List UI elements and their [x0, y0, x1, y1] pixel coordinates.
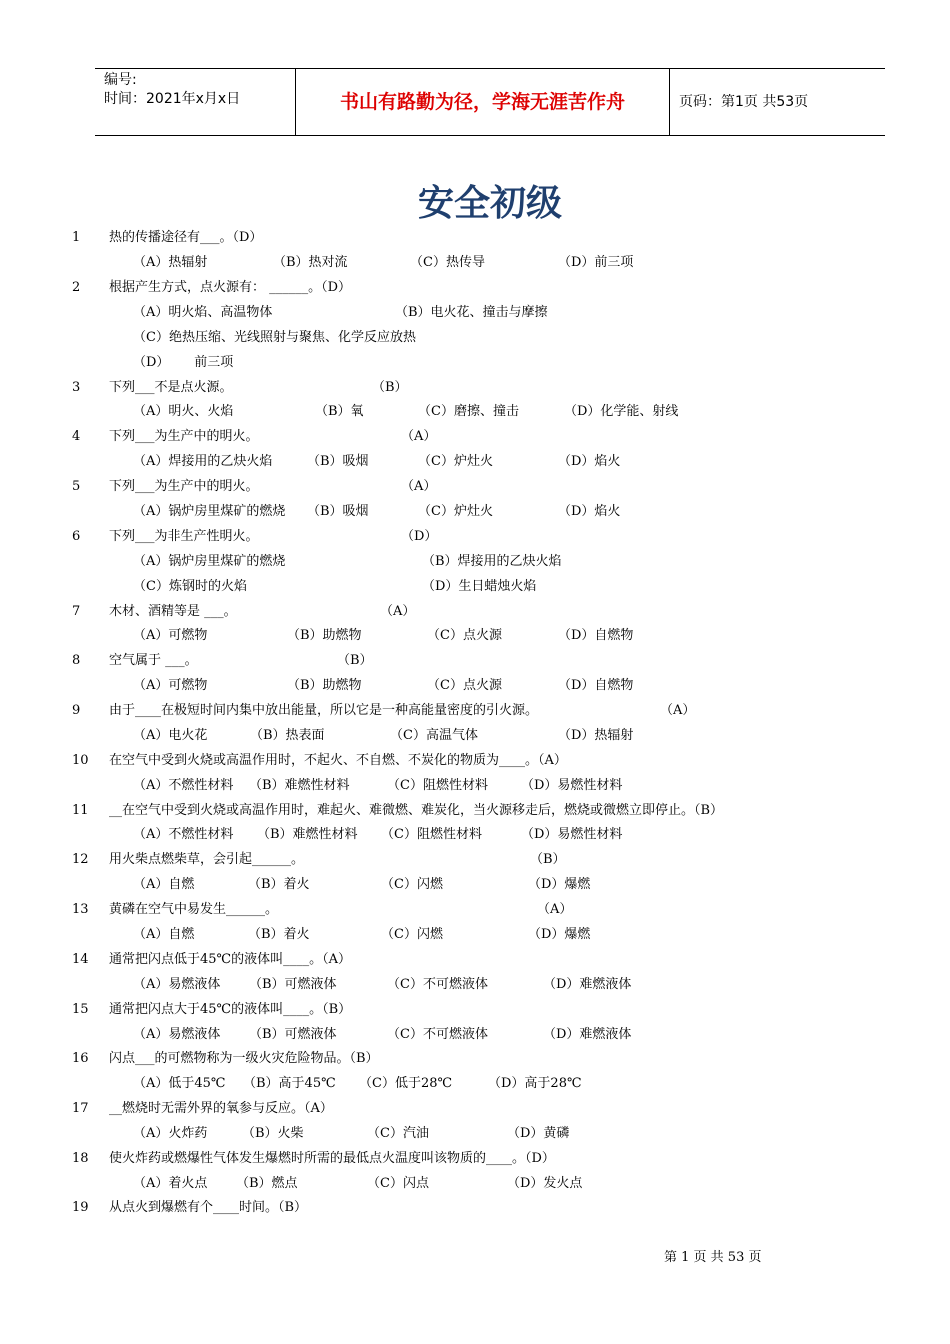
answer-option: （C）高温气体: [390, 728, 478, 743]
answer-option: （C）炉灶火: [418, 504, 493, 519]
question-number: 7: [72, 604, 81, 619]
question-answer: （B）: [372, 380, 408, 395]
question-17: [0, 1098, 950, 1120]
answer-option: （C）不可燃液体: [387, 1027, 488, 1042]
question-number: 11: [72, 803, 89, 818]
question-text: 使火炸药或燃爆性气体发生爆燃时所需的最低点火温度叫该物质的____。（D）: [109, 1151, 555, 1166]
answer-option: （B）可燃液体: [249, 977, 337, 992]
option-row: [0, 501, 950, 523]
answer-option: （A）电火花: [133, 728, 208, 743]
question-13: [0, 899, 950, 921]
answer-option: （A）低于45℃: [133, 1076, 226, 1091]
question-number: 14: [72, 952, 89, 967]
question-number: 4: [72, 429, 81, 444]
answer-option: （B）燃点: [236, 1176, 298, 1191]
answer-option: （D）爆燃: [528, 877, 591, 892]
answer-option: （C）汽油: [367, 1126, 429, 1141]
question-answer: （D）: [401, 529, 438, 544]
question-19: [0, 1197, 950, 1219]
question-1: [0, 227, 950, 249]
answer-option: （B）难燃性材料: [249, 778, 350, 793]
option-row: [0, 352, 950, 374]
answer-option: （D）热辐射: [558, 728, 634, 743]
answer-option: （B）助燃物: [287, 678, 362, 693]
page-footer: 第 1 页 共 53 页: [664, 1250, 762, 1265]
answer-option: （D）焰火: [558, 504, 621, 519]
question-text: __在空气中受到火烧或高温作用时，难起火、难微燃、难炭化，当火源移走后，燃烧或微燃立即停止。（B）: [109, 803, 724, 818]
question-16: [0, 1048, 950, 1070]
answer-option: （A）易燃液体: [133, 977, 221, 992]
answer-option: （B）高于45℃: [243, 1076, 336, 1091]
answer-option: （D）易燃性材料: [521, 827, 623, 842]
option-row: [0, 675, 950, 697]
question-answer: （A）: [537, 902, 573, 917]
answer-option: （D）前三项: [558, 255, 634, 270]
option-row: [0, 625, 950, 647]
answer-option: （A）锅炉房里煤矿的燃烧: [133, 554, 286, 569]
question-text: 由于____在极短时间内集中放出能量，所以它是一种高能量密度的引火源。: [109, 703, 539, 718]
option-row: [0, 302, 950, 324]
answer-option: （A）不燃性材料: [133, 778, 234, 793]
answer-option: （B）氧: [315, 404, 364, 419]
answer-option: （D） 前三项: [133, 355, 234, 370]
question-text: 从点火到爆燃有个____时间。（B）: [109, 1200, 308, 1215]
question-text: 下列___为生产中的明火。: [109, 479, 259, 494]
question-text: 通常把闪点低于45℃的液体叫____。（A）: [109, 952, 351, 967]
header-meta: [95, 69, 296, 135]
document-time: 时间：2021年x月x日: [104, 91, 241, 107]
answer-option: （C）点火源: [427, 628, 502, 643]
answer-option: （B）电火花、撞击与摩擦: [395, 305, 548, 320]
question-12: [0, 849, 950, 871]
answer-option: （C）闪点: [367, 1176, 429, 1191]
option-row: [0, 1123, 950, 1145]
answer-option: （B）焊接用的乙炔火焰: [422, 554, 562, 569]
question-2: [0, 277, 950, 299]
page-header: [95, 68, 885, 136]
answer-option: （C）绝热压缩、光线照射与聚焦、化学反应放热: [133, 330, 416, 345]
answer-option: （B）吸烟: [307, 504, 369, 519]
answer-option: （D）生日蜡烛火焰: [422, 579, 537, 594]
answer-option: （D）自燃物: [558, 628, 634, 643]
answer-option: （C）点火源: [427, 678, 502, 693]
option-row: [0, 874, 950, 896]
question-number: 1: [72, 230, 81, 245]
question-text: __燃烧时无需外界的氧参与反应。（A）: [109, 1101, 333, 1116]
answer-option: （C）阻燃性材料: [381, 827, 482, 842]
page-title: 安全初级: [417, 183, 562, 224]
question-text: 根据产生方式，点火源有： ______。（D）: [109, 280, 352, 295]
answer-option: （D）易燃性材料: [521, 778, 623, 793]
question-number: 13: [72, 902, 89, 917]
question-number: 8: [72, 653, 81, 668]
question-10: [0, 750, 950, 772]
question-3: [0, 377, 950, 399]
answer-option: （C）阻燃性材料: [387, 778, 488, 793]
question-number: 9: [72, 703, 81, 718]
question-text: 热的传播途径有___。（D）: [109, 230, 263, 245]
option-row: [0, 451, 950, 473]
answer-option: （C）炼钢时的火焰: [133, 579, 247, 594]
option-row: [0, 551, 950, 573]
answer-option: （A）自燃: [133, 927, 195, 942]
option-row: [0, 1173, 950, 1195]
question-text: 下列___为生产中的明火。: [109, 429, 259, 444]
header-motto: 书山有路勤为径，学海无涯苦作舟: [296, 69, 670, 135]
answer-option: （D）自燃物: [558, 678, 634, 693]
question-answer: （A）: [401, 479, 437, 494]
option-row: [0, 1073, 950, 1095]
question-text: 下列___为非生产性明火。: [109, 529, 259, 544]
option-row: [0, 1024, 950, 1046]
option-row: [0, 401, 950, 423]
answer-option: （C）磨擦、撞击: [418, 404, 519, 419]
answer-option: （A）可燃物: [133, 678, 208, 693]
question-14: [0, 949, 950, 971]
answer-option: （D）黄磷: [507, 1126, 570, 1141]
answer-option: （D）焰火: [558, 454, 621, 469]
question-number: 10: [72, 753, 89, 768]
question-5: [0, 476, 950, 498]
option-row: [0, 974, 950, 996]
question-answer: （A）: [401, 429, 437, 444]
answer-option: （B）着火: [248, 927, 310, 942]
question-text: 下列___不是点火源。: [109, 380, 233, 395]
answer-option: （B）吸烟: [307, 454, 369, 469]
answer-option: （A）焊接用的乙炔火焰: [133, 454, 273, 469]
option-row: [0, 824, 950, 846]
answer-option: （B）热对流: [273, 255, 348, 270]
question-answer: （A）: [660, 703, 696, 718]
question-text: 在空气中受到火烧或高温作用时，不起火、不自燃、不炭化的物质为____。（A）: [109, 753, 567, 768]
answer-option: （B）火柴: [242, 1126, 304, 1141]
answer-option: （B）着火: [248, 877, 310, 892]
question-text: 通常把闪点大于45℃的液体叫____。（B）: [109, 1002, 352, 1017]
option-row: [0, 327, 950, 349]
document-number-label: 编号:: [104, 72, 137, 88]
answer-option: （A）不燃性材料: [133, 827, 234, 842]
question-number: 18: [72, 1151, 89, 1166]
option-row: [0, 252, 950, 274]
question-text: 闪点___的可燃物称为一级火灾危险物品。（B）: [109, 1051, 379, 1066]
option-row: [0, 725, 950, 747]
question-9: [0, 700, 950, 722]
question-answer: （A）: [380, 604, 416, 619]
answer-option: （A）热辐射: [133, 255, 208, 270]
answer-option: （C）闪燃: [381, 927, 443, 942]
answer-option: （D）难燃液体: [543, 1027, 632, 1042]
answer-option: （C）低于28℃: [359, 1076, 453, 1091]
answer-option: （A）锅炉房里煤矿的燃烧: [133, 504, 286, 519]
answer-option: （B）热表面: [250, 728, 325, 743]
question-18: [0, 1148, 950, 1170]
answer-option: （D）难燃液体: [543, 977, 632, 992]
question-text: 用火柴点燃柴草，会引起______。: [109, 852, 305, 867]
answer-option: （D）化学能、射线: [564, 404, 679, 419]
question-15: [0, 999, 950, 1021]
answer-option: （A）易燃液体: [133, 1027, 221, 1042]
question-text: 木材、酒精等是 ___。: [109, 604, 237, 619]
question-6: [0, 526, 950, 548]
answer-option: （A）火炸药: [133, 1126, 208, 1141]
question-text: 空气属于 ___。: [109, 653, 198, 668]
question-number: 16: [72, 1051, 89, 1066]
question-number: 12: [72, 852, 89, 867]
question-number: 19: [72, 1200, 89, 1215]
question-8: [0, 650, 950, 672]
answer-option: （A）着火点: [133, 1176, 208, 1191]
answer-option: （C）闪燃: [381, 877, 443, 892]
answer-option: （C）炉灶火: [418, 454, 493, 469]
answer-option: （A）自燃: [133, 877, 195, 892]
answer-option: （A）明火焰、高温物体: [133, 305, 273, 320]
question-11: [0, 800, 950, 822]
answer-option: （A）可燃物: [133, 628, 208, 643]
answer-option: （D）爆燃: [528, 927, 591, 942]
question-answer: （B）: [337, 653, 373, 668]
question-answer: （B）: [530, 852, 566, 867]
question-4: [0, 426, 950, 448]
question-number: 17: [72, 1101, 89, 1116]
header-page-number: 页码：第1页 共53页: [679, 94, 809, 110]
option-row: [0, 924, 950, 946]
answer-option: （C）不可燃液体: [387, 977, 488, 992]
question-7: [0, 601, 950, 623]
question-number: 5: [72, 479, 81, 494]
answer-option: （B）助燃物: [287, 628, 362, 643]
answer-option: （C）热传导: [410, 255, 485, 270]
answer-option: （D）高于28℃: [488, 1076, 582, 1091]
question-number: 15: [72, 1002, 89, 1017]
answer-option: （D）发火点: [507, 1176, 583, 1191]
option-row: [0, 576, 950, 598]
option-row: [0, 775, 950, 797]
answer-option: （B）可燃液体: [249, 1027, 337, 1042]
question-number: 3: [72, 380, 81, 395]
question-number: 6: [72, 529, 81, 544]
answer-option: （B）难燃性材料: [257, 827, 358, 842]
answer-option: （A）明火、火焰: [133, 404, 234, 419]
question-text: 黄磷在空气中易发生______。: [109, 902, 279, 917]
question-number: 2: [72, 280, 81, 295]
